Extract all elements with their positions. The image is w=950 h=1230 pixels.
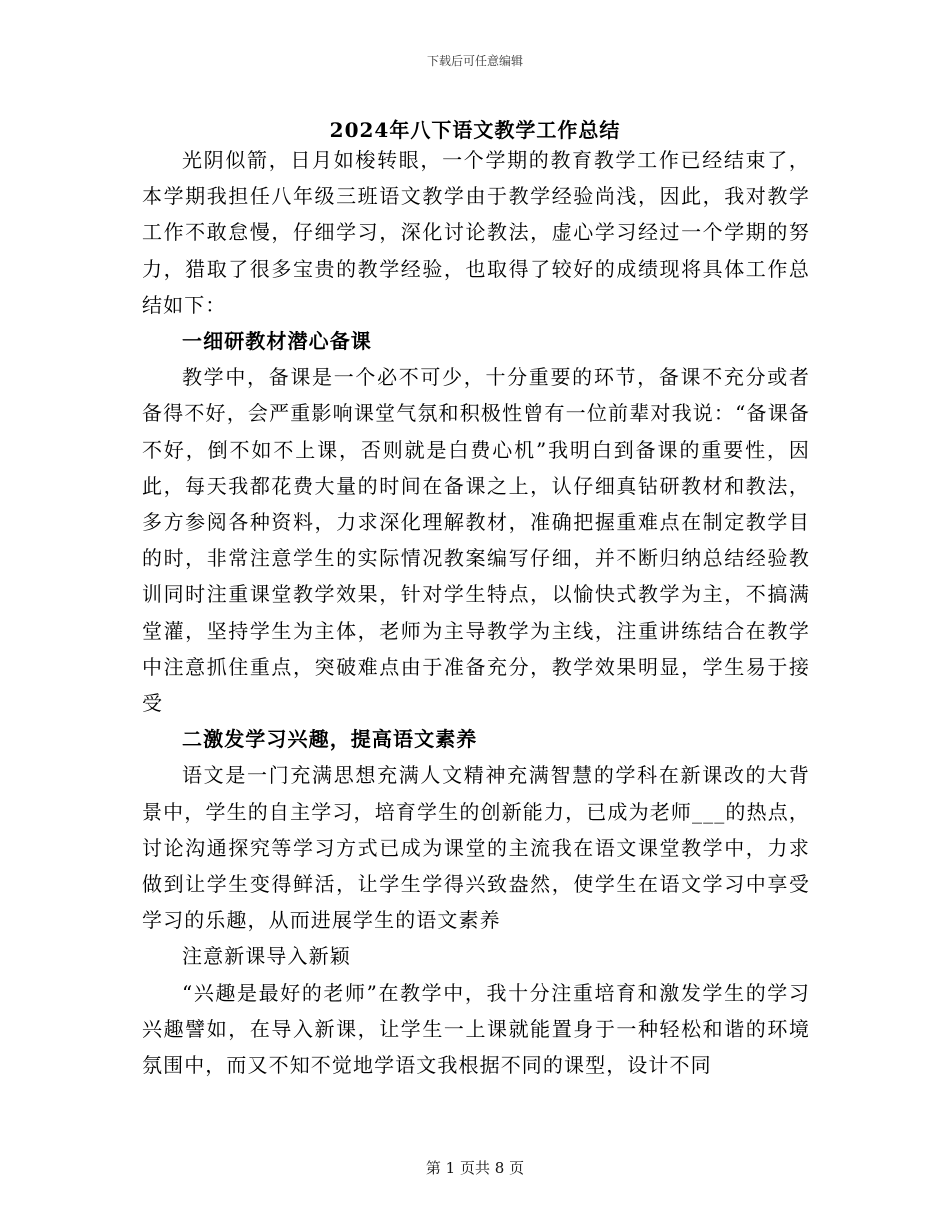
paragraph-lesson-prep: 教学中，备课是一个必不可少，十分重要的环节，备课不充分或者备得不好，会严重影响课堂气氛和积极性曾有一位前辈对我说：“备课备不好，倒不如不上课，否则就是白费心机”我明白到备课的重要性，因此，每天我都花费大量的时间在备课之上，认仔细真钻研教材和教法，多方参阅各种资料，力求深化理解教材，准确把握重难点在制定教学目的时，非常注意学生的实际情况教案编写仔细，并不断归纳总结经验教训同时注重课堂教学效果，针对学生特点，以愉快式教学为主，不搞满堂灌，坚持学生为主体，老师为主导教学为主线，注重讲练结合在教学中注意抓住重点，突破难点由于准备充分，教学效果明显，学生易于接受 bbox=[142, 365, 810, 716]
section-heading-1: 一细研教材潜心备课 bbox=[182, 329, 372, 354]
paragraph-new-lesson: “兴趣是最好的老师”在教学中，我十分注重培育和激发学生的学习兴趣譬如，在导入新课，让学生一上课就能置身于一种轻松和谐的环境氛围中，而又不知不觉地学语文我根据不同的课型，设计不同 bbox=[142, 980, 810, 1078]
paragraph-subheading: 注意新课导入新颖 bbox=[182, 944, 351, 969]
paragraph-intro: 光阴似箭，日月如梭转眼，一个学期的教育教学工作已经结束了，本学期我担任八年级三班语文教学由于教学经验尚浅，因此，我对教学工作不敢怠慢，仔细学习，深化讨论教法，虚心学习经过一个学期的努力，猎取了很多宝贵的教学经验，也取得了较好的成绩现将具体工作总结如下： bbox=[142, 148, 810, 317]
section-heading-2: 二激发学习兴趣，提高语文素养 bbox=[182, 727, 478, 752]
document-title: 2024年八下语文教学工作总结 bbox=[329, 118, 621, 142]
header-note: 下载后可任意编辑 bbox=[426, 54, 523, 68]
paragraph-interest: 语文是一门充满思想充满人文精神充满智慧的学科在新课改的大背景中，学生的自主学习，培育学生的创新能力，已成为老师___的热点，讨论沟通探究等学习方式已成为课堂的主流我在语文课堂教学中，力求做到让学生变得鲜活，让学生学得兴致盎然，使学生在语文学习中享受学习的乐趣，从而进展学生的语文素养 bbox=[142, 763, 810, 933]
document-body bbox=[142, 142, 810, 1083]
page-number: 第 1 页共 8 页 bbox=[425, 1159, 525, 1177]
